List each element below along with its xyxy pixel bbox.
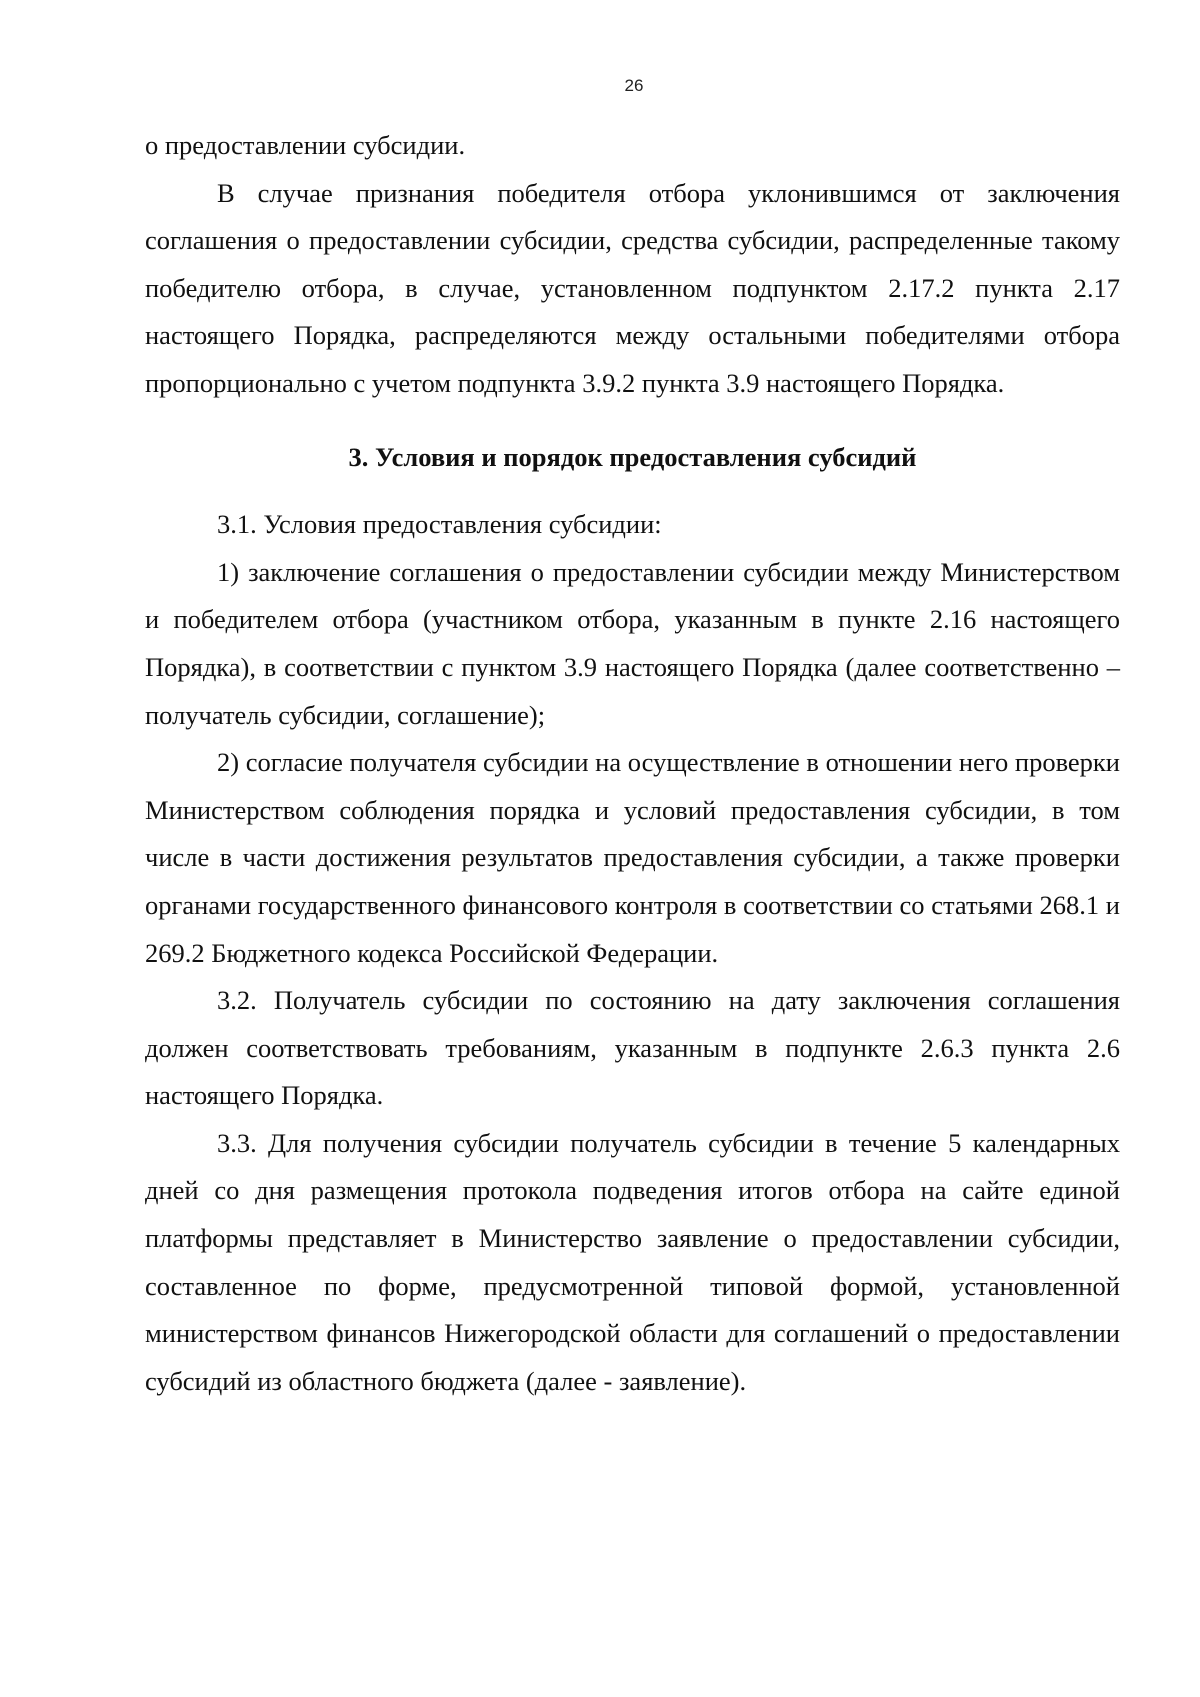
- page-number: 26: [624, 76, 644, 95]
- paragraph-3-1-item-1: 1) заключение соглашения о предоставлении субсидии между Министерством и победителем отбора (участником отбора, указанным в пункте 2.16 настоящего Порядка), в соответствии с пунктом 3.9 настоящего Порядка (далее соответственно – получатель субсидии, соглашение);: [145, 556, 1120, 730]
- section-heading: 3. Условия и порядок предоставления субсидий: [348, 441, 917, 472]
- paragraph-3-2: 3.2. Получатель субсидии по состоянию на дату заключения соглашения должен соответствовать требованиям, указанным в подпункте 2.6.3 пункта 2.6 настоящего Порядка.: [145, 985, 1120, 1111]
- paragraph-3-1-item-2: 2) согласие получателя субсидии на осуществление в отношении него проверки Министерством соблюдения порядка и условий предоставления субсидии, в том числе в части достижения результатов предоставления субсидии, а также проверки органами государственного финансового контроля в соответствии со статьями 268.1 и 269.2 Бюджетного кодекса Российской Федерации.: [145, 747, 1120, 968]
- paragraph-winner-evasion: В случае признания победителя отбора уклонившимся от заключения соглашения о предоставлении субсидии, средства субсидии, распределенные такому победителю отбора, в случае, установленном подпунктом 2.17.2 пункта 2.17 настоящего Порядка, распределяются между остальными победителями отбора пропорционально с учетом подпункта 3.9.2 пункта 3.9 настоящего Порядка.: [145, 177, 1120, 398]
- paragraph-3-1: 3.1. Условия предоставления субсидии:: [217, 509, 662, 540]
- document-body: [145, 122, 1120, 1405]
- paragraph-continuation: о предоставлении субсидии.: [145, 130, 466, 160]
- paragraph-3-3: 3.3. Для получения субсидии получатель субсидии в течение 5 календарных дней со дня размещения протокола подведения итогов отбора на сайте единой платформы представляет в Министерство заявление о предоставлении субсидии, составленное по форме, предусмотренной типовой формой, установленной министерством финансов Нижегородской области для соглашений о предоставлении субсидий из областного бюджета (далее - заявление).: [145, 1127, 1120, 1396]
